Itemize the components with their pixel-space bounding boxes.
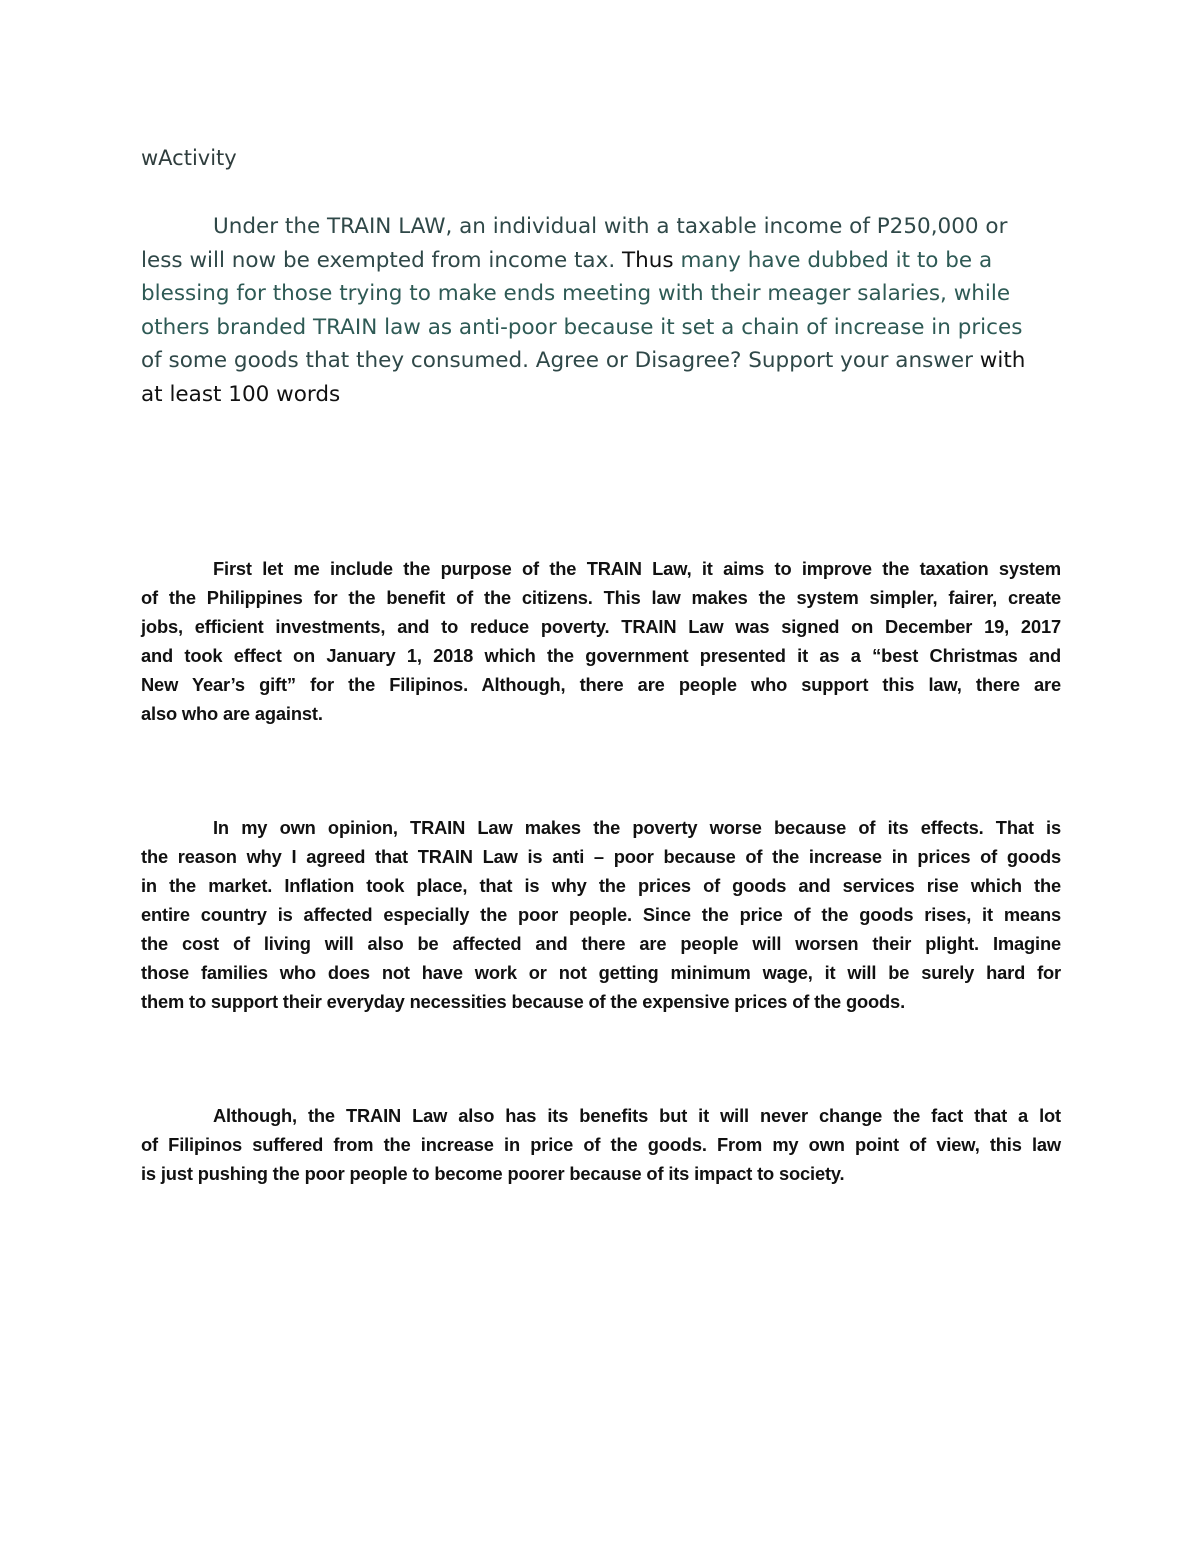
prompt-line (141, 344, 1061, 378)
prompt-line: blessing for those trying to make ends meeting with their meager salaries, while (141, 281, 1011, 306)
prompt-text: of some goods that they consumed. Agree or Disagree? Support your answer (141, 348, 973, 373)
paragraph-line: First let me include the purpose of the TRAIN Law, it aims to improve the taxation system (213, 558, 1061, 579)
paragraph-line: of the Philippines for the benefit of the citizens. This law makes the system simpler, fairer, create (141, 587, 1061, 608)
paragraph-line: is just pushing the poor people to become poorer because of its impact to society. (141, 1163, 845, 1184)
paragraph-line: of Filipinos suffered from the increase in price of the goods. From my own point of view, this law (141, 1134, 1061, 1155)
paragraph-line: also who are against. (141, 703, 323, 724)
prompt-text: less will now be exempted from income tax. (141, 247, 616, 273)
paragraph-line: them to support their everyday necessities because of the expensive prices of the goods. (141, 991, 905, 1012)
paragraph-line: and took effect on January 1, 2018 which the government presented it as a “best Christmas and (141, 645, 1061, 666)
essay-paragraph-purpose (141, 554, 1061, 728)
prompt-line (141, 244, 1061, 278)
prompt-text-with: with (972, 348, 1026, 373)
paragraph-line: Although, the TRAIN Law also has its benefits but it will never change the fact that a lot (213, 1105, 1061, 1126)
prompt-line: others branded TRAIN law as anti-poor because it set a chain of increase in prices (141, 314, 1023, 340)
prompt-line: at least 100 words (141, 381, 341, 407)
paragraph-line: the cost of living will also be affected and there are people will worsen their plight. Imagine (141, 933, 1061, 954)
prompt-text: many have dubbed it to be a (680, 247, 993, 273)
paragraph-line: in the market. Inflation took place, that is why the prices of goods and services rise which the (141, 875, 1061, 896)
paragraph-line: entire country is affected especially the poor people. Since the price of the goods rises, it means (141, 904, 1061, 925)
prompt-text-thus: Thus (615, 247, 681, 273)
prompt-line: Under the TRAIN LAW, an individual with a taxable income of P250,000 or (213, 214, 1008, 239)
paragraph-line: In my own opinion, TRAIN Law makes the poverty worse because of its effects. That is (213, 817, 1061, 838)
paragraph-line: the reason why I agreed that TRAIN Law is anti – poor because of the increase in prices of goods (141, 846, 1061, 867)
essay-paragraph-conclusion (141, 1101, 1061, 1188)
paragraph-line: jobs, efficient investments, and to reduce poverty. TRAIN Law was signed on December 19, 2017 (141, 616, 1061, 637)
paragraph-line: those families who does not have work or not getting minimum wage, it will be surely hard for (141, 962, 1061, 983)
activity-heading: wActivity (141, 146, 237, 170)
paragraph-line: New Year’s gift” for the Filipinos. Although, there are people who support this law, there are (141, 674, 1061, 695)
activity-prompt (141, 210, 1061, 411)
essay-paragraph-opinion (141, 813, 1061, 1016)
